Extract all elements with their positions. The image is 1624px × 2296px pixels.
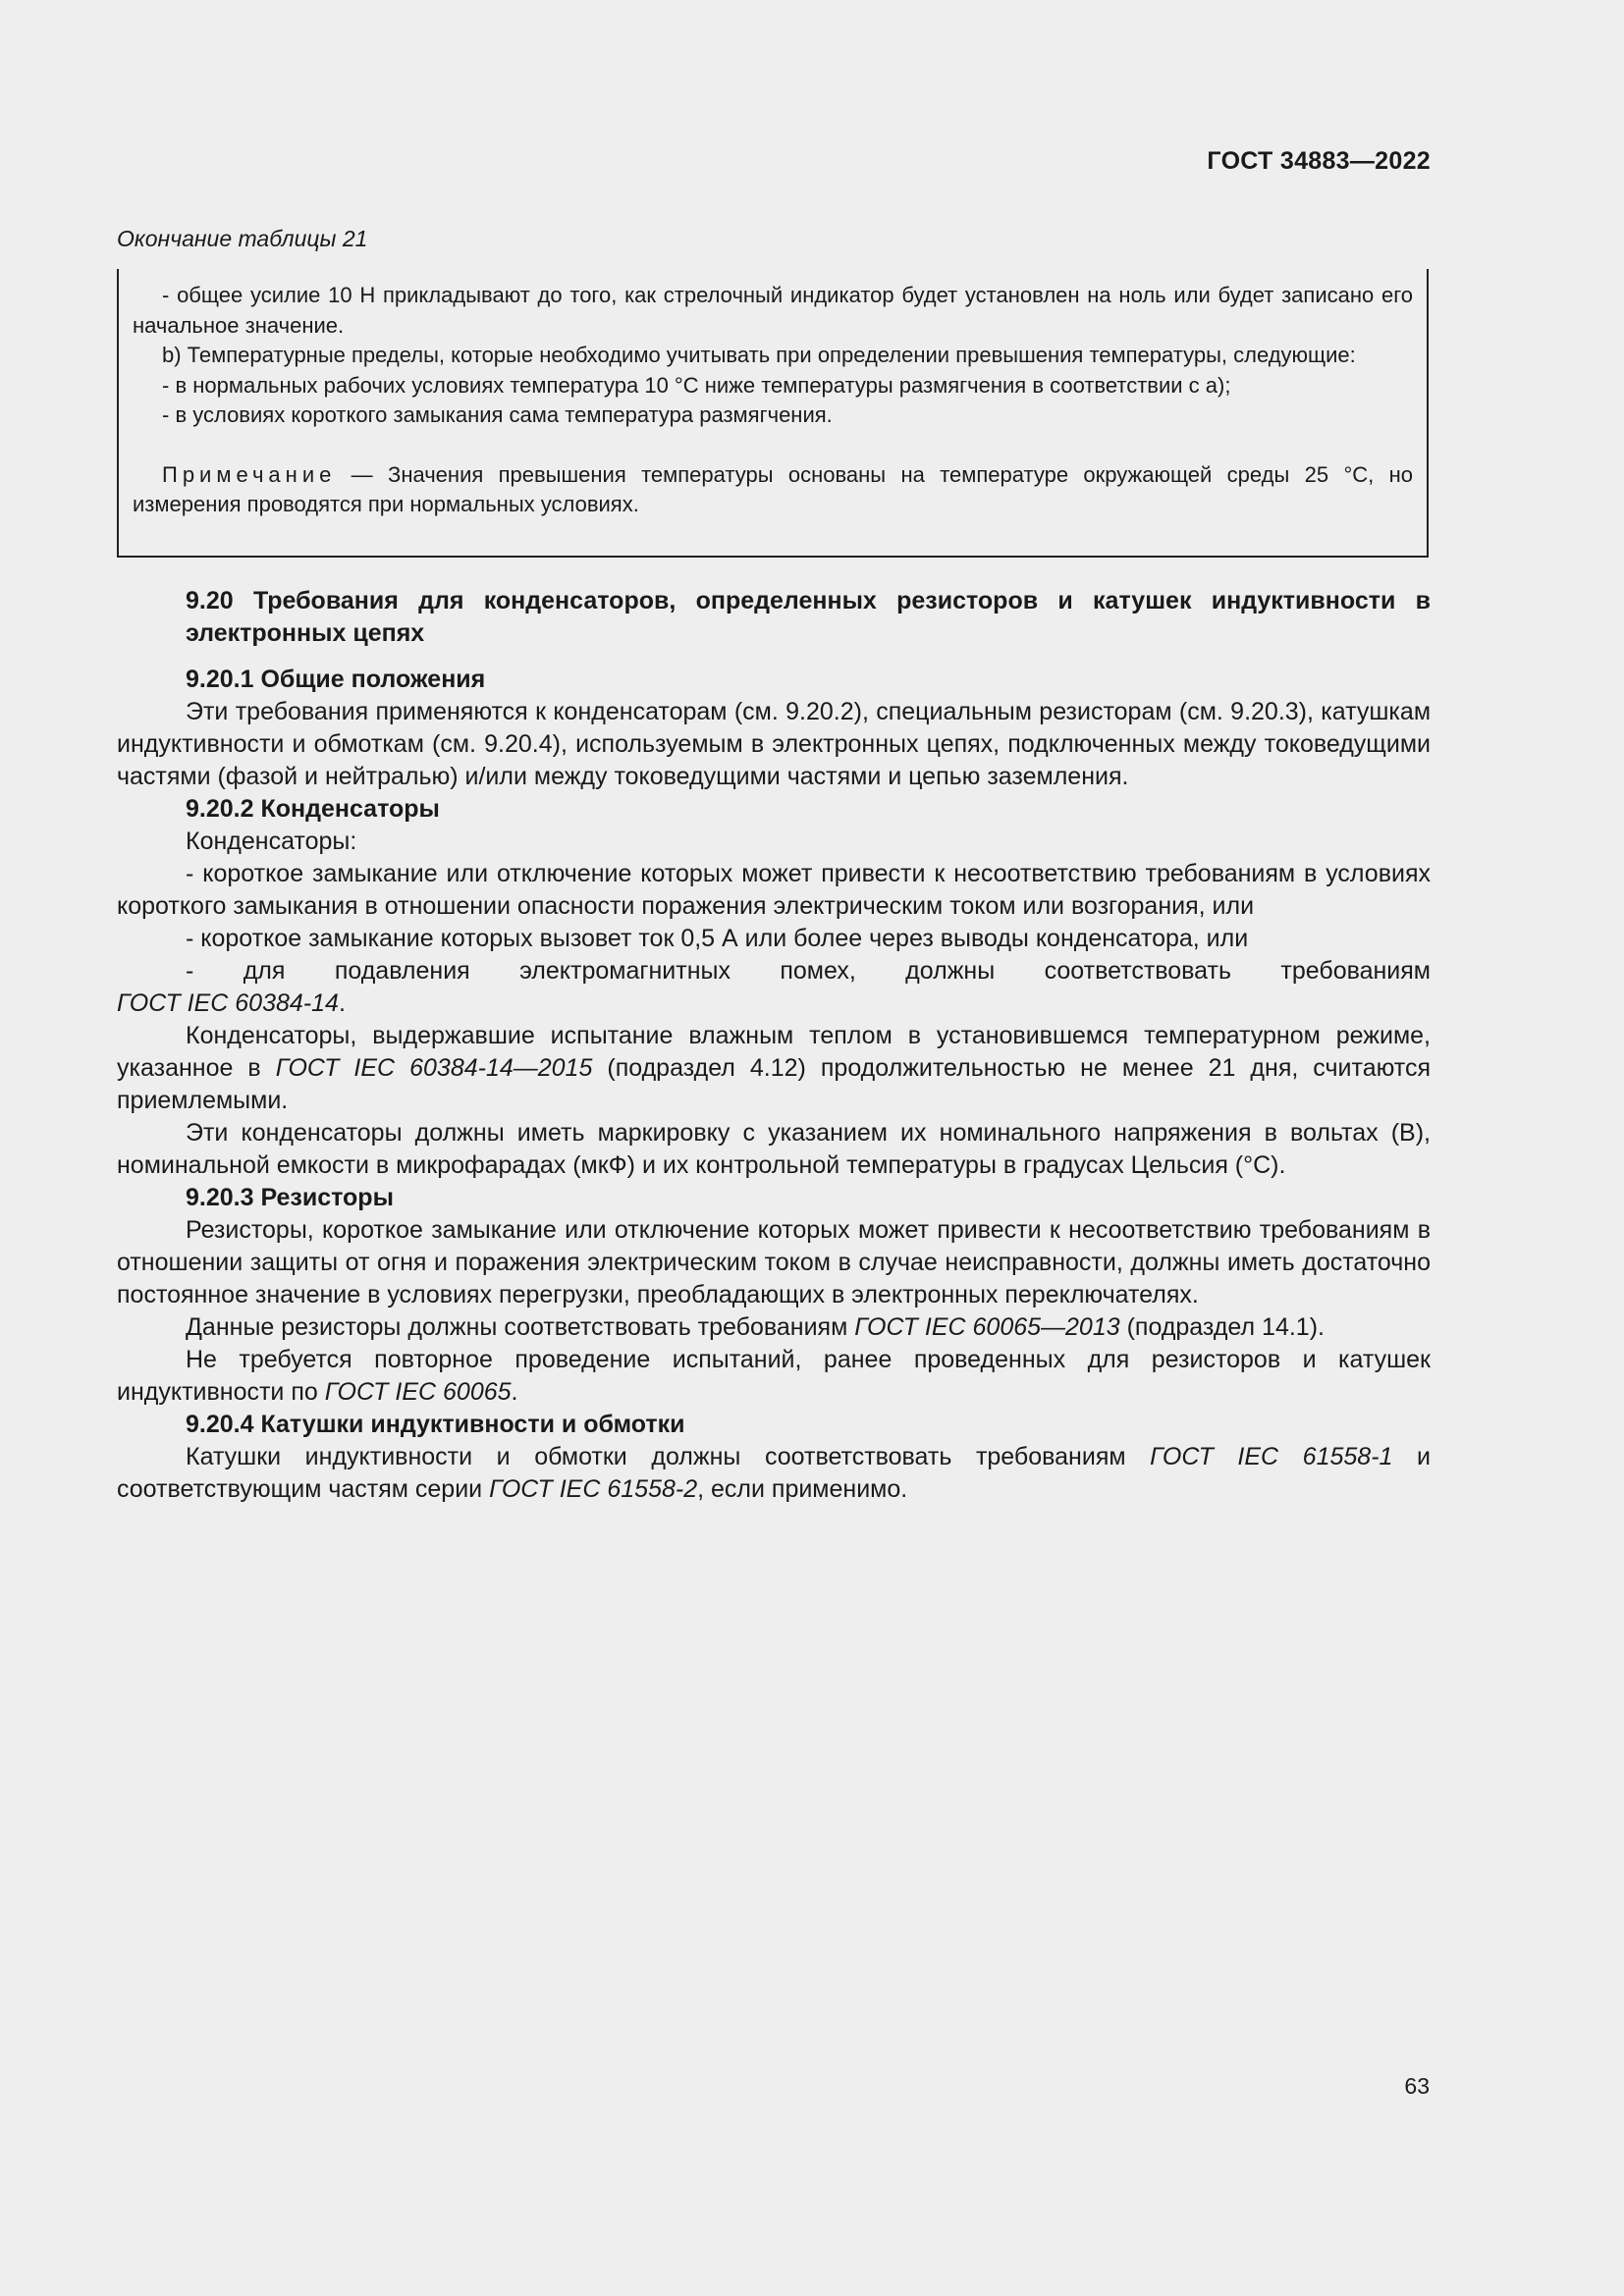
note-label: Примечание — [162, 461, 337, 487]
section-body — [117, 585, 1431, 1506]
table-line: - в условиях короткого замыкания сама температура размягчения. — [162, 402, 833, 427]
table-21-continuation — [117, 269, 1429, 558]
text-fragment: (подраздел 14.1). — [1119, 1313, 1325, 1341]
list-item: - для подавления электромагнитных помех, должны соответствовать требованиям — [186, 957, 1431, 985]
table-note — [133, 460, 1413, 520]
paragraph: Эти конденсаторы должны иметь маркировку с указанием их номинального напряжения в вольтах (В), номинальной емкости в микрофарадах (мкФ) и их контрольной температуры в градусах Цельсия (°С). — [117, 1119, 1431, 1179]
list-item: - короткое замыкание или отключение которых может привести к несоответствию требованиям в условиях короткого замыкания в отношении опасности поражения электрическим током или возгорания, или — [117, 860, 1431, 920]
paragraph — [117, 1344, 1431, 1409]
paragraph — [117, 1311, 1431, 1344]
standard-reference: ГОСТ IEC 61558-2 — [489, 1475, 698, 1503]
table-line: - в нормальных рабочих условиях температура 10 °С ниже температуры размягчения в соответствии с а); — [162, 372, 1231, 398]
table-caption: Окончание таблицы 21 — [117, 226, 368, 251]
standard-reference: ГОСТ IEC 60065—2013 — [854, 1313, 1120, 1341]
standard-reference: ГОСТ IEC 60384-14 — [117, 989, 339, 1017]
document-id: ГОСТ 34883—2022 — [1207, 147, 1431, 175]
subsection-heading-9-20-4: 9.20.4 Катушки индуктивности и обмотки — [186, 1411, 685, 1438]
section-heading-9-20: 9.20 Требования для конденсаторов, определенных резисторов и катушек индуктивности в электронных цепях — [186, 587, 1431, 647]
page-number: 63 — [1404, 2073, 1430, 2099]
subsection-heading-9-20-1: 9.20.1 Общие положения — [186, 666, 486, 693]
text-fragment: Не требуется повторное проведение испытаний, ранее проведенных для резисторов и катушек индуктивности по — [117, 1346, 1431, 1406]
table-line: - общее усилие 10 Н прикладывают до того, как стрелочный индикатор будет установлен на ноль или будет записано его начальное значение. — [133, 283, 1413, 338]
text-fragment: . — [511, 1378, 518, 1406]
text-fragment: Катушки индуктивности и обмотки должны соответствовать требованиям — [186, 1443, 1151, 1470]
paragraph — [117, 1020, 1431, 1117]
text-fragment: и соответствующим частям серии — [117, 1443, 1431, 1503]
text-fragment: Данные резисторы должны соответствовать требованиям — [186, 1313, 855, 1341]
paragraph: Конденсаторы: — [186, 828, 357, 855]
text-fragment: (подраздел 4.12) продолжительностью не менее 21 дня, считаются приемлемыми. — [117, 1054, 1432, 1114]
list-item-continuation — [117, 988, 1431, 1020]
text-fragment: . — [338, 989, 346, 1017]
subsection-heading-9-20-3: 9.20.3 Резисторы — [186, 1184, 394, 1211]
table-line: b) Температурные пределы, которые необходимо учитывать при определении превышения температуры, следующие: — [162, 343, 1356, 367]
standard-reference: ГОСТ IEC 60384-14—2015 — [275, 1054, 593, 1082]
standard-reference: ГОСТ IEC 61558-1 — [1150, 1443, 1393, 1470]
paragraph: Эти требования применяются к конденсаторам (см. 9.20.2), специальным резисторам (см. 9.20.3), катушкам индуктивности и обмоткам (см. 9.20.4), используемым в электронных цепях, подключенных между токоведущими частями (фазой и нейтралью) и/или между токоведущими частями и цепью заземления. — [117, 698, 1431, 790]
text-fragment: , если применимо. — [697, 1475, 908, 1503]
list-item: - короткое замыкание которых вызовет ток 0,5 А или более через выводы конденсатора, или — [186, 925, 1249, 952]
text-fragment: Конденсаторы, выдержавшие испытание влажным теплом в установившемся температурном режиме, указанное в — [117, 1022, 1431, 1082]
subsection-heading-9-20-2: 9.20.2 Конденсаторы — [186, 795, 440, 823]
paragraph: Резисторы, короткое замыкание или отключение которых может привести к несоответствию требованиям в отношении защиты от огня и поражения электрическим током в случае неисправности, должны иметь достаточно постоянное значение в условиях перегрузки, преобладающих в электронных переключателях. — [117, 1216, 1431, 1308]
paragraph — [117, 1441, 1431, 1506]
standard-reference: ГОСТ IEC 60065 — [324, 1378, 512, 1406]
note-text: — Значения превышения температуры основаны на температуре окружающей среды 25 °С, но измерения проводятся при нормальных условиях. — [133, 461, 1413, 516]
